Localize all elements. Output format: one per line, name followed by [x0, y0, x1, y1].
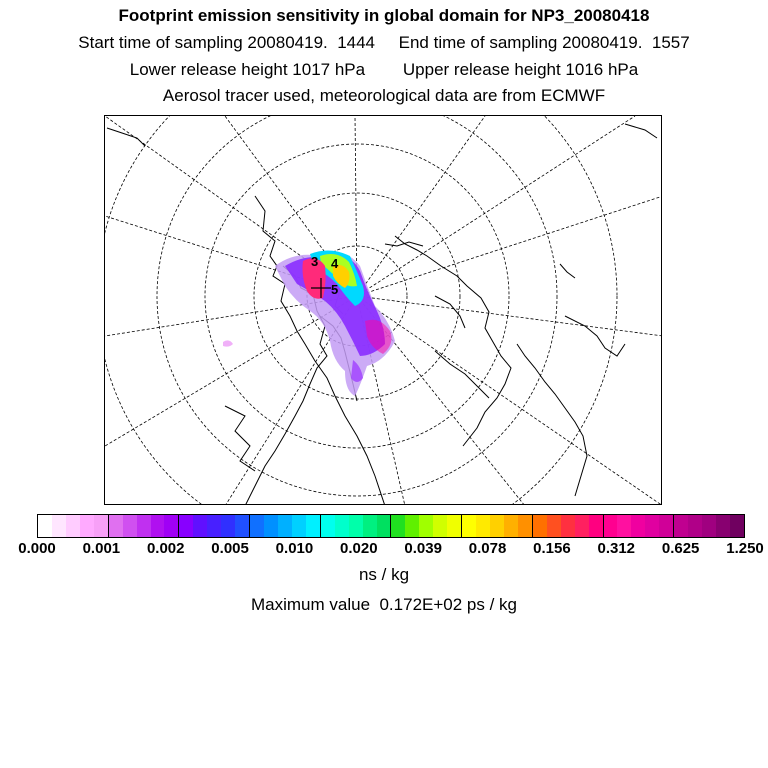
plot-title: Footprint emission sensitivity in global domain for NP3_20080418	[118, 6, 650, 25]
colorbar-segment	[702, 515, 716, 537]
colorbar-segment	[617, 515, 631, 537]
colorbar-segment	[504, 515, 518, 537]
colorbar-segment	[575, 515, 589, 537]
colorbar-segment	[193, 515, 207, 537]
colorbar-segment	[589, 515, 604, 537]
colorbar-tick-label: 0.625	[661, 540, 700, 557]
colorbar-segment	[631, 515, 645, 537]
colorbar-segment	[66, 515, 80, 537]
colorbar	[37, 514, 745, 538]
colorbar-segment	[52, 515, 66, 537]
colorbar-segment	[179, 515, 193, 537]
colorbar-tick-label: 0.000	[18, 540, 56, 557]
colorbar-ticks	[0, 540, 768, 560]
colorbar-segment	[123, 515, 137, 537]
colorbar-segment	[109, 515, 123, 537]
colorbar-segment	[38, 515, 52, 537]
colorbar-segment	[207, 515, 221, 537]
colorbar-segment	[278, 515, 292, 537]
colorbar-segment	[264, 515, 278, 537]
contour-label: 5	[331, 282, 339, 297]
colorbar-segment	[433, 515, 447, 537]
colorbar-segment	[518, 515, 533, 537]
colorbar-segment	[447, 515, 462, 537]
tracer-info-line: Aerosol tracer used, meteorological data are from ECMWF	[162, 86, 606, 105]
colorbar-segment	[391, 515, 405, 537]
colorbar-tick-label: 0.001	[82, 540, 121, 557]
colorbar-tick-label: 0.002	[146, 540, 185, 557]
colorbar-tick-label: 0.078	[468, 540, 507, 557]
contour-label: 4	[331, 256, 339, 271]
contour-label: 3	[311, 254, 319, 269]
colorbar-segment	[645, 515, 659, 537]
meridians	[105, 116, 662, 505]
colorbar-segment	[716, 515, 730, 537]
colorbar-segment	[604, 515, 618, 537]
map-svg	[105, 116, 662, 505]
footprint-map	[104, 115, 662, 505]
colorbar-segment	[533, 515, 547, 537]
colorbar-segment	[292, 515, 306, 537]
colorbar-segment	[250, 515, 264, 537]
colorbar-segment	[476, 515, 490, 537]
sampling-time-line: Start time of sampling 20080419. 1444 End time of sampling 20080419. 1557	[78, 33, 690, 52]
colorbar-tick-label: 0.020	[340, 540, 378, 557]
colorbar-segment	[561, 515, 575, 537]
colorbar-tick-label: 0.010	[275, 540, 314, 557]
colorbar-segment	[335, 515, 349, 537]
colorbar-segment	[405, 515, 419, 537]
colorbar-segment	[94, 515, 109, 537]
colorbar-tick-label: 1.250	[726, 540, 764, 557]
colorbar-segment	[306, 515, 321, 537]
colorbar-segment	[462, 515, 476, 537]
colorbar-segment	[419, 515, 433, 537]
colorbar-segment	[80, 515, 94, 537]
colorbar-segment	[363, 515, 377, 537]
colorbar-segment	[490, 515, 504, 537]
colorbar-segment	[730, 515, 744, 537]
colorbar-segment	[151, 515, 165, 537]
colorbar-segment	[674, 515, 688, 537]
colorbar-tick-label: 0.312	[597, 540, 636, 557]
colorbar-segment	[688, 515, 702, 537]
colorbar-segment	[221, 515, 235, 537]
colorbar-segment	[321, 515, 335, 537]
footprint-field	[223, 250, 395, 396]
colorbar-unit: ns / kg	[358, 565, 410, 584]
colorbar-segment	[164, 515, 179, 537]
maximum-value-text: Maximum value 0.172E+02 ps / kg	[251, 595, 517, 614]
colorbar-segment	[547, 515, 561, 537]
release-height-line: Lower release height 1017 hPa Upper release height 1016 hPa	[129, 60, 639, 79]
colorbar-segment	[377, 515, 392, 537]
colorbar-segment	[659, 515, 674, 537]
colorbar-tick-label: 0.039	[404, 540, 442, 557]
colorbar-segment	[349, 515, 363, 537]
colorbar-tick-label: 0.156	[533, 540, 571, 557]
colorbar-segment	[137, 515, 151, 537]
colorbar-tick-label: 0.005	[211, 540, 249, 557]
colorbar-segment	[235, 515, 250, 537]
